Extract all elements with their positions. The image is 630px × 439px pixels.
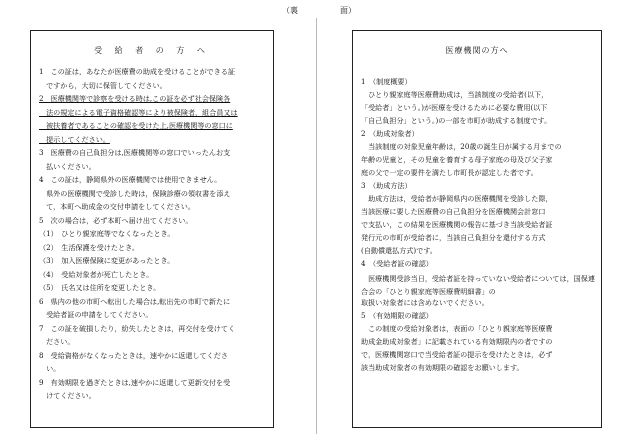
notice-line: （5） 氏名又は住所を変更したとき。 bbox=[39, 283, 161, 292]
recipient-notice-panel bbox=[30, 30, 274, 428]
notice-line: 年齢の児童と，その児童を養育する母子家庭の母及び父子家 bbox=[361, 155, 553, 164]
notice-line: 3 （助成方法） bbox=[361, 181, 412, 190]
notice-line: で，医療機関窓口で当受給者証の提示を受けたときは，必ず bbox=[361, 350, 553, 359]
notice-line: （4） 受給対象者が死亡したとき。 bbox=[39, 269, 154, 279]
notice-line: 1 （制度概要） bbox=[361, 77, 412, 86]
medical-institution-notice-title: 医療機関の方へ bbox=[445, 46, 509, 55]
notice-line: 6 県内の他の市町へ転出した場合は,転出先の市町で新たに bbox=[39, 296, 231, 306]
notice-line: 3 医療費の自己負担分は,医療機関等の窓口でいったんお支 bbox=[39, 148, 231, 157]
notice-line: 4 この証は，静岡県外の医療機関では使用できません。 bbox=[39, 175, 222, 184]
notice-line: ですから，大切に保管してください。 bbox=[39, 80, 167, 90]
notice-line: 県外の医療機関で受診した時は，保険診療の領収書を添え bbox=[39, 188, 231, 198]
notice-line: 被扶養者であることの確認を受けた上,医療機関等の窓口に bbox=[39, 121, 233, 130]
notice-line: ひとり親家庭等医療費助成は，当該制度の受給者(以下， bbox=[361, 90, 549, 99]
notice-line: 提示してください。 bbox=[39, 134, 110, 144]
notice-line: 当該制度の対象児童年齢は，20歳の誕生日が属する月までの bbox=[361, 142, 562, 151]
fold-divider bbox=[316, 18, 317, 434]
notice-line: 助成金助成対象者」に記載されている有効期限内の者ですの bbox=[361, 337, 553, 346]
notice-line: 5 次の場合は，必ず本町へ届け出てください。 bbox=[39, 215, 193, 225]
notice-line: 「受給者」という。)が医療を受けるために必要な費用(以下 bbox=[361, 103, 548, 112]
notice-line: 法の規定による電子資格確認等により被保険者，組合員又は bbox=[39, 107, 238, 117]
notice-line: 庭の父で一定の要件を満たし市町長が認定した者です。 bbox=[361, 168, 538, 177]
notice-line: （1） ひとり親家庭等でなくなったとき。 bbox=[39, 229, 175, 238]
notice-line: ださい。 bbox=[39, 337, 75, 346]
notice-line: けてください。 bbox=[39, 391, 96, 400]
notice-line: 医療機関受診当日，受給者証を持っていない受給者については，国保連合会の「ひとり親家庭等医療費明細書」の bbox=[361, 274, 595, 296]
notice-line: 7 この証を破損したり，紛失したときは，再交付を受けてく bbox=[39, 323, 236, 333]
notice-line: 「自己負担分」という。)の一部を市町が助成する制度です。 bbox=[361, 116, 552, 125]
notice-line: 4 （受給者証の確認） bbox=[361, 259, 433, 268]
notice-line: 助成方法は，受給者が静岡県内の医療機関を受診した際， bbox=[361, 194, 553, 203]
notice-line: 5 （有効期限の確認） bbox=[361, 311, 433, 320]
notice-line: 取扱い対象者には含めないでください。 bbox=[361, 298, 489, 307]
page-side-open: （裏 bbox=[282, 6, 298, 15]
notice-line: 2 （助成対象者） bbox=[361, 129, 419, 138]
notice-line: この制度の受給対象者は，表面の「ひとり親家庭等医療費 bbox=[361, 324, 553, 333]
page-side-label bbox=[270, 5, 360, 17]
notice-line: 払いください。 bbox=[39, 161, 96, 171]
notice-line: 当該医療に要した医療費の自己負担分を医療機関会計窓口 bbox=[361, 207, 546, 216]
notice-line: 発行元の市町が受給者に，当該自己負担分を還付する方式 bbox=[361, 233, 546, 242]
recipient-notice-title: 受 給 者 の 方 へ bbox=[94, 46, 210, 55]
notice-line: 9 有効期限を過ぎたときは,速やかに返還して更新交付を受 bbox=[39, 377, 231, 387]
page-side-close: 面） bbox=[340, 6, 356, 15]
notice-line: 1 この証は，あなたが医療費の助成を受けることができる証 bbox=[39, 67, 236, 76]
notice-line: 8 受給資格がなくなったときは，速やかに返還してくださ bbox=[39, 350, 228, 360]
notice-line: （2） 生活保護を受けたとき。 bbox=[39, 242, 139, 252]
notice-line: て，本町へ助成金の交付申請をしてください。 bbox=[39, 202, 195, 211]
notice-line: 受給者証の申請をしてください。 bbox=[39, 310, 153, 319]
notice-line: （3） 加入医療保険に変更があったとき。 bbox=[39, 256, 175, 265]
notice-line: 該当助成対象者の有効期限の確認をお願いします。 bbox=[361, 363, 524, 372]
medical-institution-notice-panel bbox=[352, 30, 602, 428]
notice-line: (自動償還払方式)です。 bbox=[361, 246, 437, 255]
notice-line: で支払い，この結果を医療機関の報告に基づき当該受給者証 bbox=[361, 220, 553, 229]
notice-line: い。 bbox=[39, 364, 61, 373]
notice-line: 2 医療機関等で診察を受ける時は,この証を必ず社会保険各 bbox=[39, 94, 231, 103]
